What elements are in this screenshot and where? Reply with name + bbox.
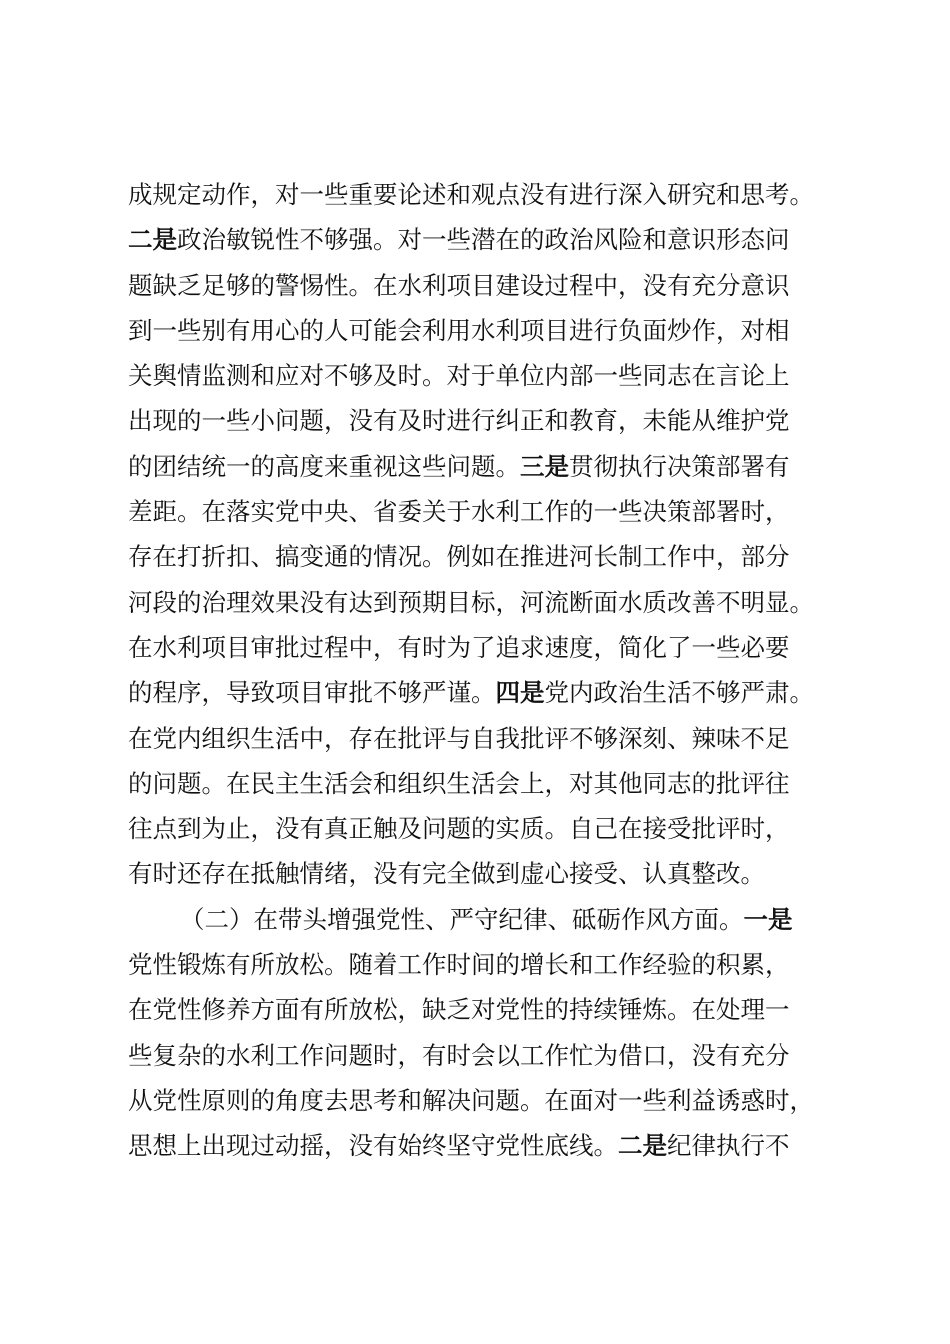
bold-heading-run: 二是: [618, 1131, 667, 1161]
bold-heading-run: 三是: [520, 451, 569, 481]
text-run: 成规定动作，对一些重要论述和观点没有进行深入研究和思考。: [128, 180, 814, 209]
text-line: [128, 942, 868, 987]
text-run: 差距。在落实党中央、省委关于水利工作的一些决策部署时，: [128, 497, 790, 527]
text-line: [128, 670, 868, 715]
text-run: 在党性修养方面有所放松，缺乏对党性的持续锤炼。在处理一: [128, 995, 790, 1025]
text-line: [128, 580, 868, 625]
text-run: 存在打折扣、搞变通的情况。例如在推进河长制工作中，部分: [128, 542, 790, 572]
text-run: 思想上出现过动摇，没有始终坚守党性底线。: [128, 1131, 618, 1161]
text-run: 贯彻执行决策部署有: [569, 451, 790, 481]
text-line: [128, 1123, 868, 1168]
bold-heading-run: 四是: [495, 678, 545, 708]
section-heading-line: [128, 897, 868, 942]
section-heading-run: （二）在带头增强党性、严守纪律、砥砺作风方面。: [180, 904, 744, 934]
text-line: [128, 172, 868, 217]
text-line: [128, 625, 868, 670]
text-line: [128, 1033, 868, 1078]
text-run: 从党性原则的角度去思考和解决问题。在面对一些利益诱惑时，: [128, 1085, 814, 1115]
text-line: [128, 1078, 868, 1123]
text-line: [128, 353, 868, 398]
text-line: [128, 217, 868, 262]
text-run: 纪律执行不: [667, 1131, 790, 1161]
text-line: [128, 398, 868, 443]
text-line: [128, 851, 868, 896]
text-run: 在水利项目审批过程中，有时为了追求速度，简化了一些必要: [128, 632, 790, 662]
bold-heading-run: 二是: [128, 225, 177, 255]
text-run: 些复杂的水利工作问题时，有时会以工作忙为借口，没有充分: [128, 1040, 790, 1070]
text-line: [128, 489, 868, 534]
text-line: [128, 308, 868, 353]
text-run: 关舆情监测和应对不够及时。对于单位内部一些同志在言论上: [128, 361, 790, 391]
bold-heading-run: 一是: [743, 904, 793, 934]
text-run: 的团结统一的高度来重视这些问题。: [128, 451, 520, 481]
text-run: 的问题。在民主生活会和组织生活会上，对其他同志的批评往: [128, 768, 790, 798]
text-run: 在党内组织生活中，存在批评与自我批评不够深刻、辣味不足: [128, 723, 790, 753]
text-run: 到一些别有用心的人可能会利用水利项目进行负面炒作，对相: [128, 315, 790, 345]
body-text: [128, 172, 868, 1169]
text-line: [128, 987, 868, 1032]
text-line: [128, 263, 868, 308]
text-run: 政治敏锐性不够强。对一些潜在的政治风险和意识形态问: [177, 225, 790, 255]
text-run: 的程序，导致项目审批不够严谨。: [128, 678, 496, 708]
text-run: 有时还存在抵触情绪，没有完全做到虚心接受、认真整改。: [128, 859, 765, 889]
text-run: 往点到为止，没有真正触及问题的实质。自己在接受批评时，: [128, 814, 790, 844]
text-run: 党内政治生活不够严肃。: [544, 678, 814, 708]
text-line: [128, 806, 868, 851]
text-run: 党性锻炼有所放松。随着工作时间的增长和工作经验的积累，: [128, 950, 790, 980]
text-line: [128, 761, 868, 806]
text-line: [128, 444, 868, 489]
text-run: 河段的治理效果没有达到预期目标，河流断面水质改善不明显。: [128, 587, 814, 617]
text-line: [128, 534, 868, 579]
text-run: 出现的一些小问题，没有及时进行纠正和教育，未能从维护党: [128, 406, 790, 436]
text-run: 题缺乏足够的警惕性。在水利项目建设过程中，没有充分意识: [128, 270, 790, 300]
text-line: [128, 716, 868, 761]
